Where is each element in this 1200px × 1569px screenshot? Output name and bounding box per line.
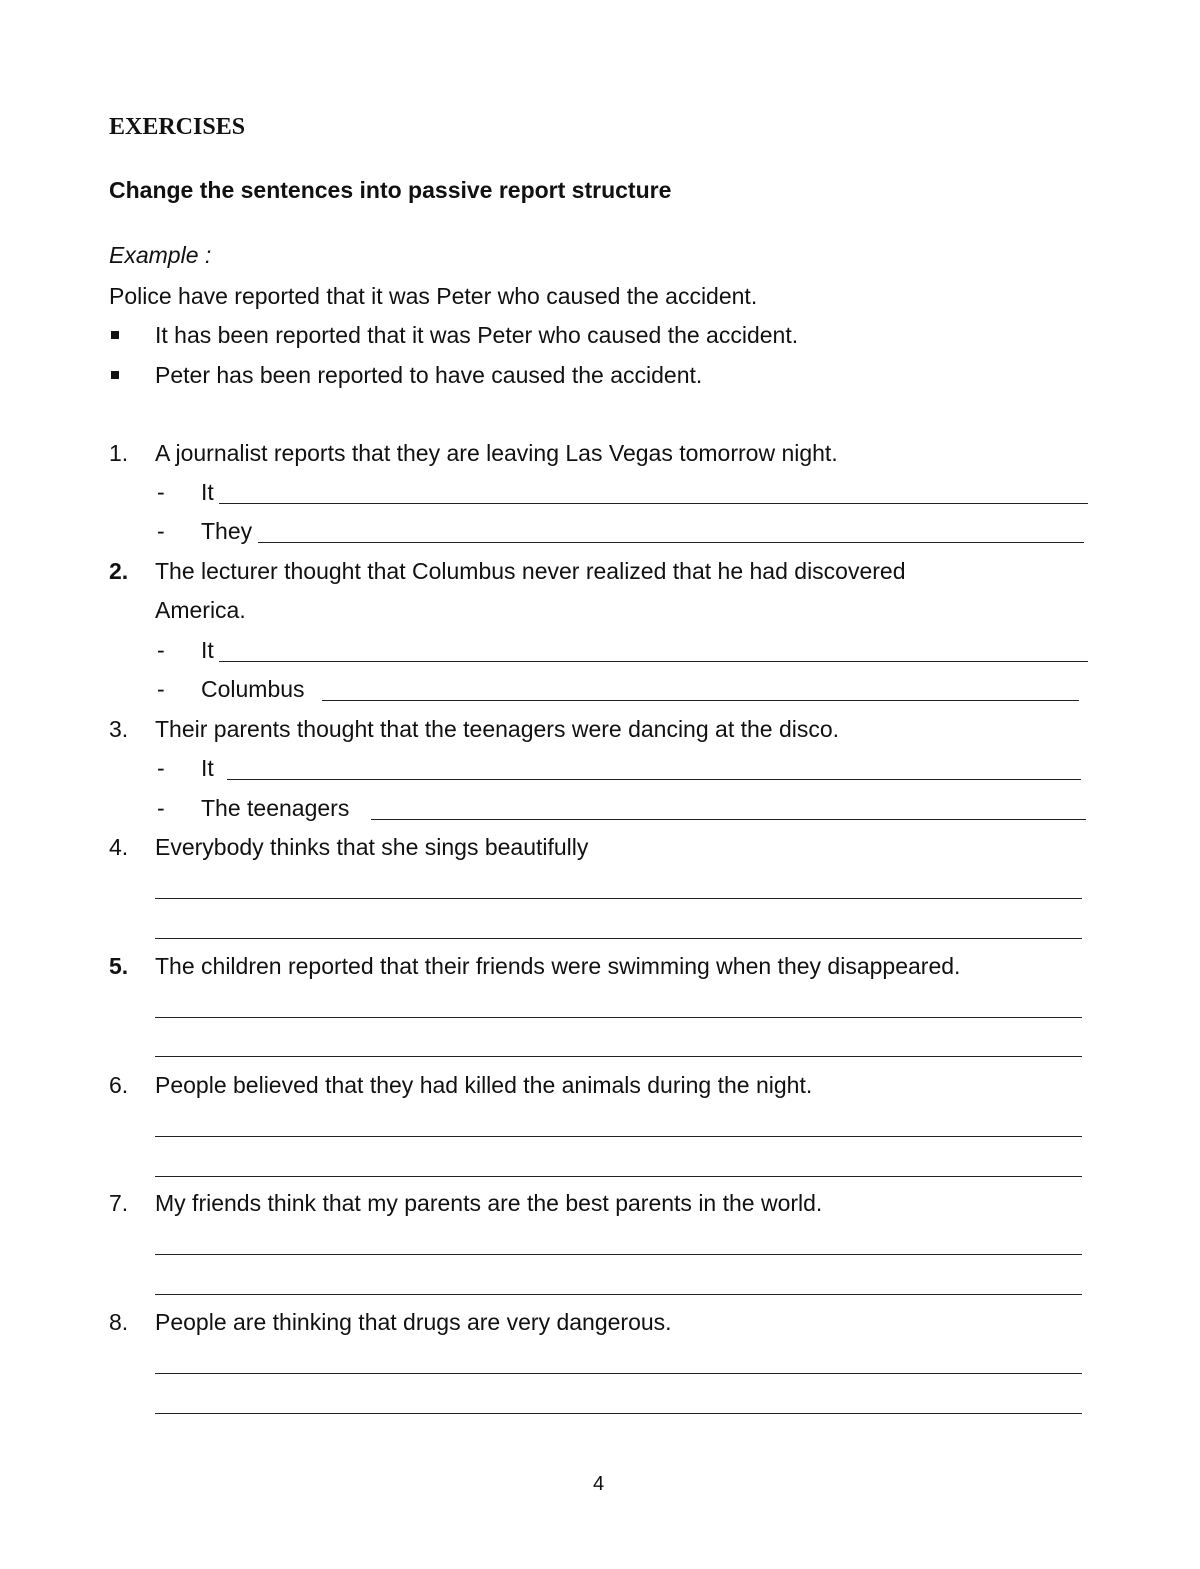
exercise-sentence: People believed that they had killed the animals during the night. bbox=[155, 1072, 813, 1098]
answer-line[interactable] bbox=[155, 1017, 1082, 1018]
example-answer: It has been reported that it was Peter who caused the accident. bbox=[155, 322, 799, 348]
exercise-sentence-continued: America. bbox=[155, 597, 246, 623]
page-number: 4 bbox=[593, 1473, 605, 1495]
exercise-number: 8. bbox=[109, 1309, 129, 1335]
answer-line[interactable] bbox=[155, 1294, 1082, 1295]
instruction-text: Change the sentences into passive report structure bbox=[109, 177, 672, 203]
answer-line[interactable] bbox=[155, 1413, 1082, 1414]
answer-line[interactable] bbox=[155, 1176, 1082, 1177]
dash-bullet: - bbox=[157, 637, 165, 663]
answer-prompt: Columbus bbox=[201, 676, 305, 702]
square-bullet-icon bbox=[111, 331, 119, 339]
exercise-sentence: People are thinking that drugs are very dangerous. bbox=[155, 1309, 672, 1335]
dash-bullet: - bbox=[157, 755, 165, 781]
exercise-sentence: Everybody thinks that she sings beautifully bbox=[155, 834, 589, 860]
answer-line[interactable] bbox=[258, 542, 1084, 543]
answer-prompt: They bbox=[201, 518, 253, 544]
dash-bullet: - bbox=[157, 676, 165, 702]
example-sentence: Police have reported that it was Peter who caused the accident. bbox=[109, 283, 758, 309]
answer-line[interactable] bbox=[371, 819, 1086, 820]
exercise-number: 4. bbox=[109, 834, 129, 860]
exercise-number: 6. bbox=[109, 1072, 129, 1098]
example-answer: Peter has been reported to have caused the accident. bbox=[155, 362, 703, 388]
answer-line[interactable] bbox=[227, 779, 1081, 780]
dash-bullet: - bbox=[157, 518, 165, 544]
exercise-number: 2. bbox=[109, 558, 129, 584]
answer-prompt: It bbox=[201, 637, 214, 663]
answer-line[interactable] bbox=[155, 1056, 1082, 1057]
answer-line[interactable] bbox=[219, 661, 1088, 662]
answer-prompt: It bbox=[201, 755, 214, 781]
exercise-sentence: My friends think that my parents are the best parents in the world. bbox=[155, 1190, 823, 1216]
answer-line[interactable] bbox=[155, 1254, 1082, 1255]
square-bullet-icon bbox=[111, 371, 119, 379]
answer-line[interactable] bbox=[155, 898, 1082, 899]
answer-line[interactable] bbox=[219, 503, 1088, 504]
answer-line[interactable] bbox=[155, 938, 1082, 939]
exercise-number: 5. bbox=[109, 953, 129, 979]
dash-bullet: - bbox=[157, 795, 165, 821]
example-label: Example : bbox=[109, 242, 212, 268]
exercise-sentence: The lecturer thought that Columbus never realized that he had discovered bbox=[155, 558, 906, 584]
answer-line[interactable] bbox=[155, 1136, 1082, 1137]
answer-prompt: The teenagers bbox=[201, 795, 350, 821]
answer-line[interactable] bbox=[322, 700, 1079, 701]
exercise-sentence: A journalist reports that they are leaving Las Vegas tomorrow night. bbox=[155, 440, 838, 466]
dash-bullet: - bbox=[157, 479, 165, 505]
page-heading: EXERCISES bbox=[109, 114, 246, 140]
exercise-number: 1. bbox=[109, 440, 129, 466]
exercise-sentence: The children reported that their friends were swimming when they disappeared. bbox=[155, 953, 961, 979]
exercise-number: 7. bbox=[109, 1190, 129, 1216]
exercise-sentence: Their parents thought that the teenagers were dancing at the disco. bbox=[155, 716, 840, 742]
exercise-number: 3. bbox=[109, 716, 129, 742]
answer-prompt: It bbox=[201, 479, 214, 505]
answer-line[interactable] bbox=[155, 1373, 1082, 1374]
